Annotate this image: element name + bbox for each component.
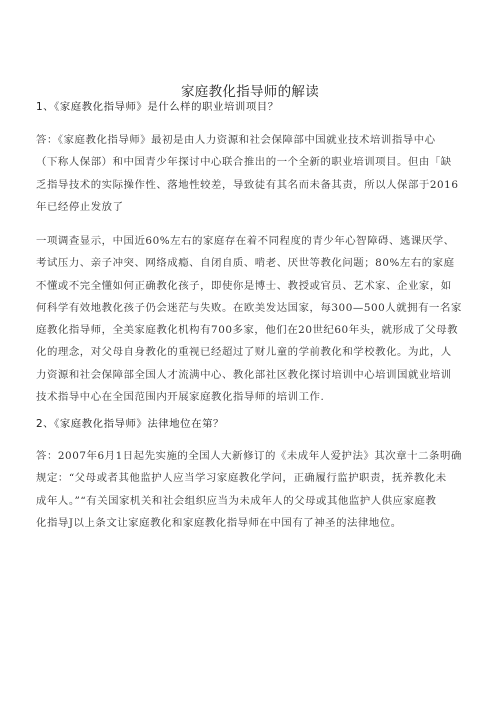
paragraph-line: 不懂或不完全懂如何正确教化孩子，即使你是博士、教授或官员、艺术家、企业家，如 (36, 279, 452, 292)
paragraph-line: 考试压力、亲子冲突、网络成瘾、自闭自质、啃老、厌世等教化问题；80%左右的家庭 (36, 257, 455, 270)
paragraph-line: 何科学有效地教化孩子仍会迷茫与失败。在欧美发达国家，每300—500人就拥有一名家 (36, 301, 462, 314)
section-1-heading-text: 1、《家庭教化指导师》是什么样的职业培训项目？ (36, 101, 279, 113)
answer-line: 答：《家庭教化指导师》最初是由人力资源和社会保障部中国就业技术培训指导中心 (36, 134, 436, 146)
section-1-answer (36, 129, 464, 218)
answer-line: （下称人保部）和中国青少年探讨中心联合推出的一个全新的职业培训项目。但由「缺 (36, 156, 452, 169)
paragraph-line: 庭教化指导师，全美家庭教化机构有700多家，他们在20世纪60年头，就形成了父母教 (36, 324, 459, 337)
answer-line: 年已经停止发放了 (36, 200, 124, 213)
document-title: 家庭教化指导师的解读 (181, 84, 319, 100)
answer-line: 化指导J以上条文让家庭教化和家庭教化指导师在中国有了神圣的法律地位。 (36, 516, 402, 529)
answer-line: 规定：“父母或者其他监护人应当学习家庭教化学问，正确履行监护职责，抚养教化未 (36, 472, 447, 485)
section-1-paragraph (36, 230, 464, 408)
answer-line: 成年人。”“有关国家机关和社会组织应当为未成年人的父母或其他监护人供应家庭教 (36, 494, 437, 507)
paragraph-line: 化的理念，对父母自身教化的重视已经超过了财儿童的学前教化和学校教化。为此，人 (36, 346, 452, 359)
section-2-heading-text: 2、《家庭教化指导师》法律地位在第？ (36, 418, 224, 430)
section-2-answer (36, 445, 464, 534)
paragraph-line: 力资源和社会保障部全国人才流满中心、教化部社区教化探讨培训中心培训国就业培训 (36, 368, 452, 381)
answer-line: 答：2007年6月1日起先实施的全国人大新修订的《未成年人爱护法》其次章十二条明确 (36, 450, 462, 462)
section-1-heading (36, 96, 464, 118)
answer-line: 乏指导技术的实际操作性、落地性较差，导致徒有其名而未备其责，所以人保部于2016 (36, 178, 459, 191)
paragraph-line: 技术指导中心在全国范围内开展家庭教化指导师的培训工作. (36, 391, 325, 404)
paragraph-line: 一项调查显示，中国近60%左右的家庭存在着不同程度的青少年心智障碍、逃课厌学、 (36, 235, 455, 247)
section-2-heading (36, 413, 464, 435)
